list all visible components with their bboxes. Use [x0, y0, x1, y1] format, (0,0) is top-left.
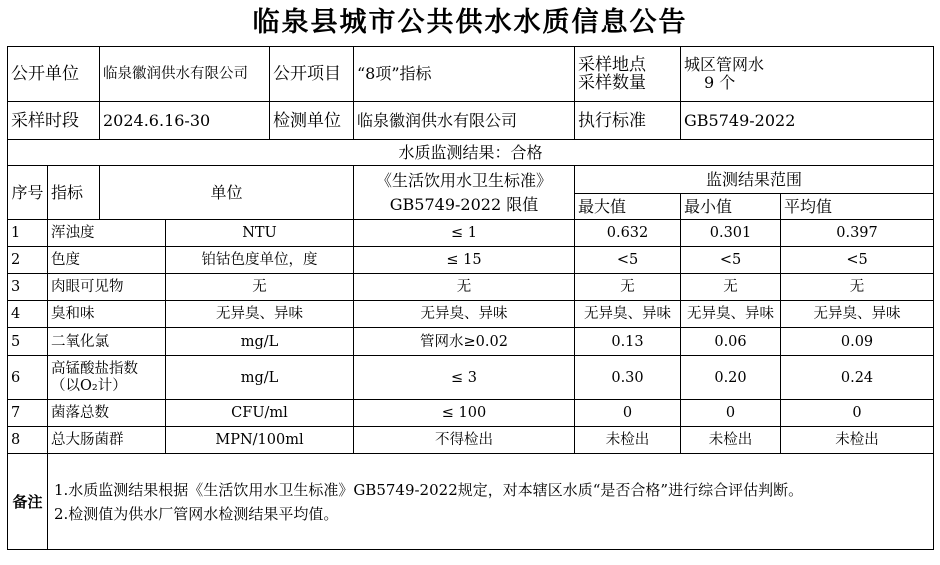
table-row — [8, 328, 934, 356]
header-indicator: 指标 — [48, 166, 100, 220]
row-min: 无 — [681, 274, 781, 301]
row-unit: mg/L — [166, 328, 354, 356]
row-unit: CFU/ml — [166, 400, 354, 427]
header-limit-line2: GB5749-2022 限值 — [389, 194, 539, 214]
row-indicator: 菌落总数 — [48, 400, 166, 427]
header-max: 最大值 — [575, 194, 681, 220]
header-row-1 — [8, 166, 934, 194]
info-row-1 — [8, 47, 934, 102]
row-max: 0.632 — [575, 220, 681, 247]
row-limit: 管网水≥0.02 — [354, 328, 575, 356]
notes-row — [8, 454, 934, 550]
table-row — [8, 220, 934, 247]
row-limit: ≤ 15 — [354, 247, 575, 274]
row-limit: 无异臭、异味 — [354, 301, 575, 328]
row-max: 0.13 — [575, 328, 681, 356]
table-row — [8, 356, 934, 400]
table-row — [8, 400, 934, 427]
row-min: 0 — [681, 400, 781, 427]
row-max: 0 — [575, 400, 681, 427]
row-avg: 无异臭、异味 — [781, 301, 934, 328]
row-limit: ≤ 1 — [354, 220, 575, 247]
row-min: 未检出 — [681, 427, 781, 454]
publisher-value: 临泉徽润供水有限公司 — [100, 47, 270, 102]
header-limit — [354, 166, 575, 220]
item-label: 公开项目 — [270, 47, 354, 102]
row-avg: 0.24 — [781, 356, 934, 400]
row-avg: 无 — [781, 274, 934, 301]
header-limit-line1: 《生活饮用水卫生标准》 — [375, 170, 552, 190]
row-min: 0.20 — [681, 356, 781, 400]
row-max: 未检出 — [575, 427, 681, 454]
row-unit: 无 — [166, 274, 354, 301]
site-value: 城区管网水 — [684, 55, 765, 74]
row-indicator: 肉眼可见物 — [48, 274, 166, 301]
row-avg: 0.397 — [781, 220, 934, 247]
row-no: 4 — [8, 301, 48, 328]
row-min: <5 — [681, 247, 781, 274]
row-max: <5 — [575, 247, 681, 274]
row-no: 6 — [8, 356, 48, 400]
row-no: 3 — [8, 274, 48, 301]
row-indicator: 色度 — [48, 247, 166, 274]
result-banner-row — [8, 140, 934, 166]
header-min: 最小值 — [681, 194, 781, 220]
note-line-1: 1.水质监测结果根据《生活饮用水卫生标准》GB5749-2022规定，对本辖区水质“是否合格”进行综合评估判断。 — [54, 480, 804, 499]
row-indicator: 高锰酸盐指数（以O₂计） — [48, 356, 166, 400]
row-min: 无异臭、异味 — [681, 301, 781, 328]
standard-value: GB5749-2022 — [681, 102, 934, 140]
notes-content — [48, 454, 934, 550]
header-no: 序号 — [8, 166, 48, 220]
result-banner: 水质监测结果：合格 — [8, 140, 934, 166]
count-value: 9 个 — [704, 73, 736, 92]
row-avg: 0.09 — [781, 328, 934, 356]
lab-label: 检测单位 — [270, 102, 354, 140]
standard-label: 执行标准 — [575, 102, 681, 140]
publisher-label: 公开单位 — [8, 47, 100, 102]
row-limit: 不得检出 — [354, 427, 575, 454]
header-range: 监测结果范围 — [575, 166, 934, 194]
row-min: 0.301 — [681, 220, 781, 247]
row-max: 无异臭、异味 — [575, 301, 681, 328]
table-row — [8, 427, 934, 454]
period-value: 2024.6.16-30 — [100, 102, 270, 140]
notes-label: 备注 — [8, 454, 48, 550]
row-unit: 铂钴色度单位，度 — [166, 247, 354, 274]
header-avg: 平均值 — [781, 194, 934, 220]
row-min: 0.06 — [681, 328, 781, 356]
row-no: 5 — [8, 328, 48, 356]
row-indicator: 浑浊度 — [48, 220, 166, 247]
table-row — [8, 301, 934, 328]
row-unit: mg/L — [166, 356, 354, 400]
site-label: 采样地点 — [578, 55, 646, 75]
header-unit: 单位 — [100, 166, 354, 220]
row-limit: ≤ 100 — [354, 400, 575, 427]
site-count-values — [681, 47, 934, 102]
period-label: 采样时段 — [8, 102, 100, 140]
row-indicator: 总大肠菌群 — [48, 427, 166, 454]
row-indicator: 二氧化氯 — [48, 328, 166, 356]
table-row — [8, 274, 934, 301]
count-label: 采样数量 — [578, 73, 646, 93]
info-row-2 — [8, 102, 934, 140]
row-unit: MPN/100ml — [166, 427, 354, 454]
item-value: “8项”指标 — [354, 47, 575, 102]
row-limit: 无 — [354, 274, 575, 301]
water-quality-table — [7, 46, 934, 550]
row-no: 2 — [8, 247, 48, 274]
row-indicator: 臭和味 — [48, 301, 166, 328]
site-count-labels — [575, 47, 681, 102]
row-limit: ≤ 3 — [354, 356, 575, 400]
row-avg: <5 — [781, 247, 934, 274]
row-no: 8 — [8, 427, 48, 454]
row-avg: 0 — [781, 400, 934, 427]
row-max: 0.30 — [575, 356, 681, 400]
row-no: 7 — [8, 400, 48, 427]
lab-value: 临泉徽润供水有限公司 — [354, 102, 575, 140]
note-line-2: 2.检测值为供水厂管网水检测结果平均值。 — [54, 504, 339, 523]
row-unit: 无异臭、异味 — [166, 301, 354, 328]
page-title: 临泉县城市公共供水水质信息公告 — [252, 7, 688, 38]
row-avg: 未检出 — [781, 427, 934, 454]
row-no: 1 — [8, 220, 48, 247]
row-unit: NTU — [166, 220, 354, 247]
table-row — [8, 247, 934, 274]
row-max: 无 — [575, 274, 681, 301]
